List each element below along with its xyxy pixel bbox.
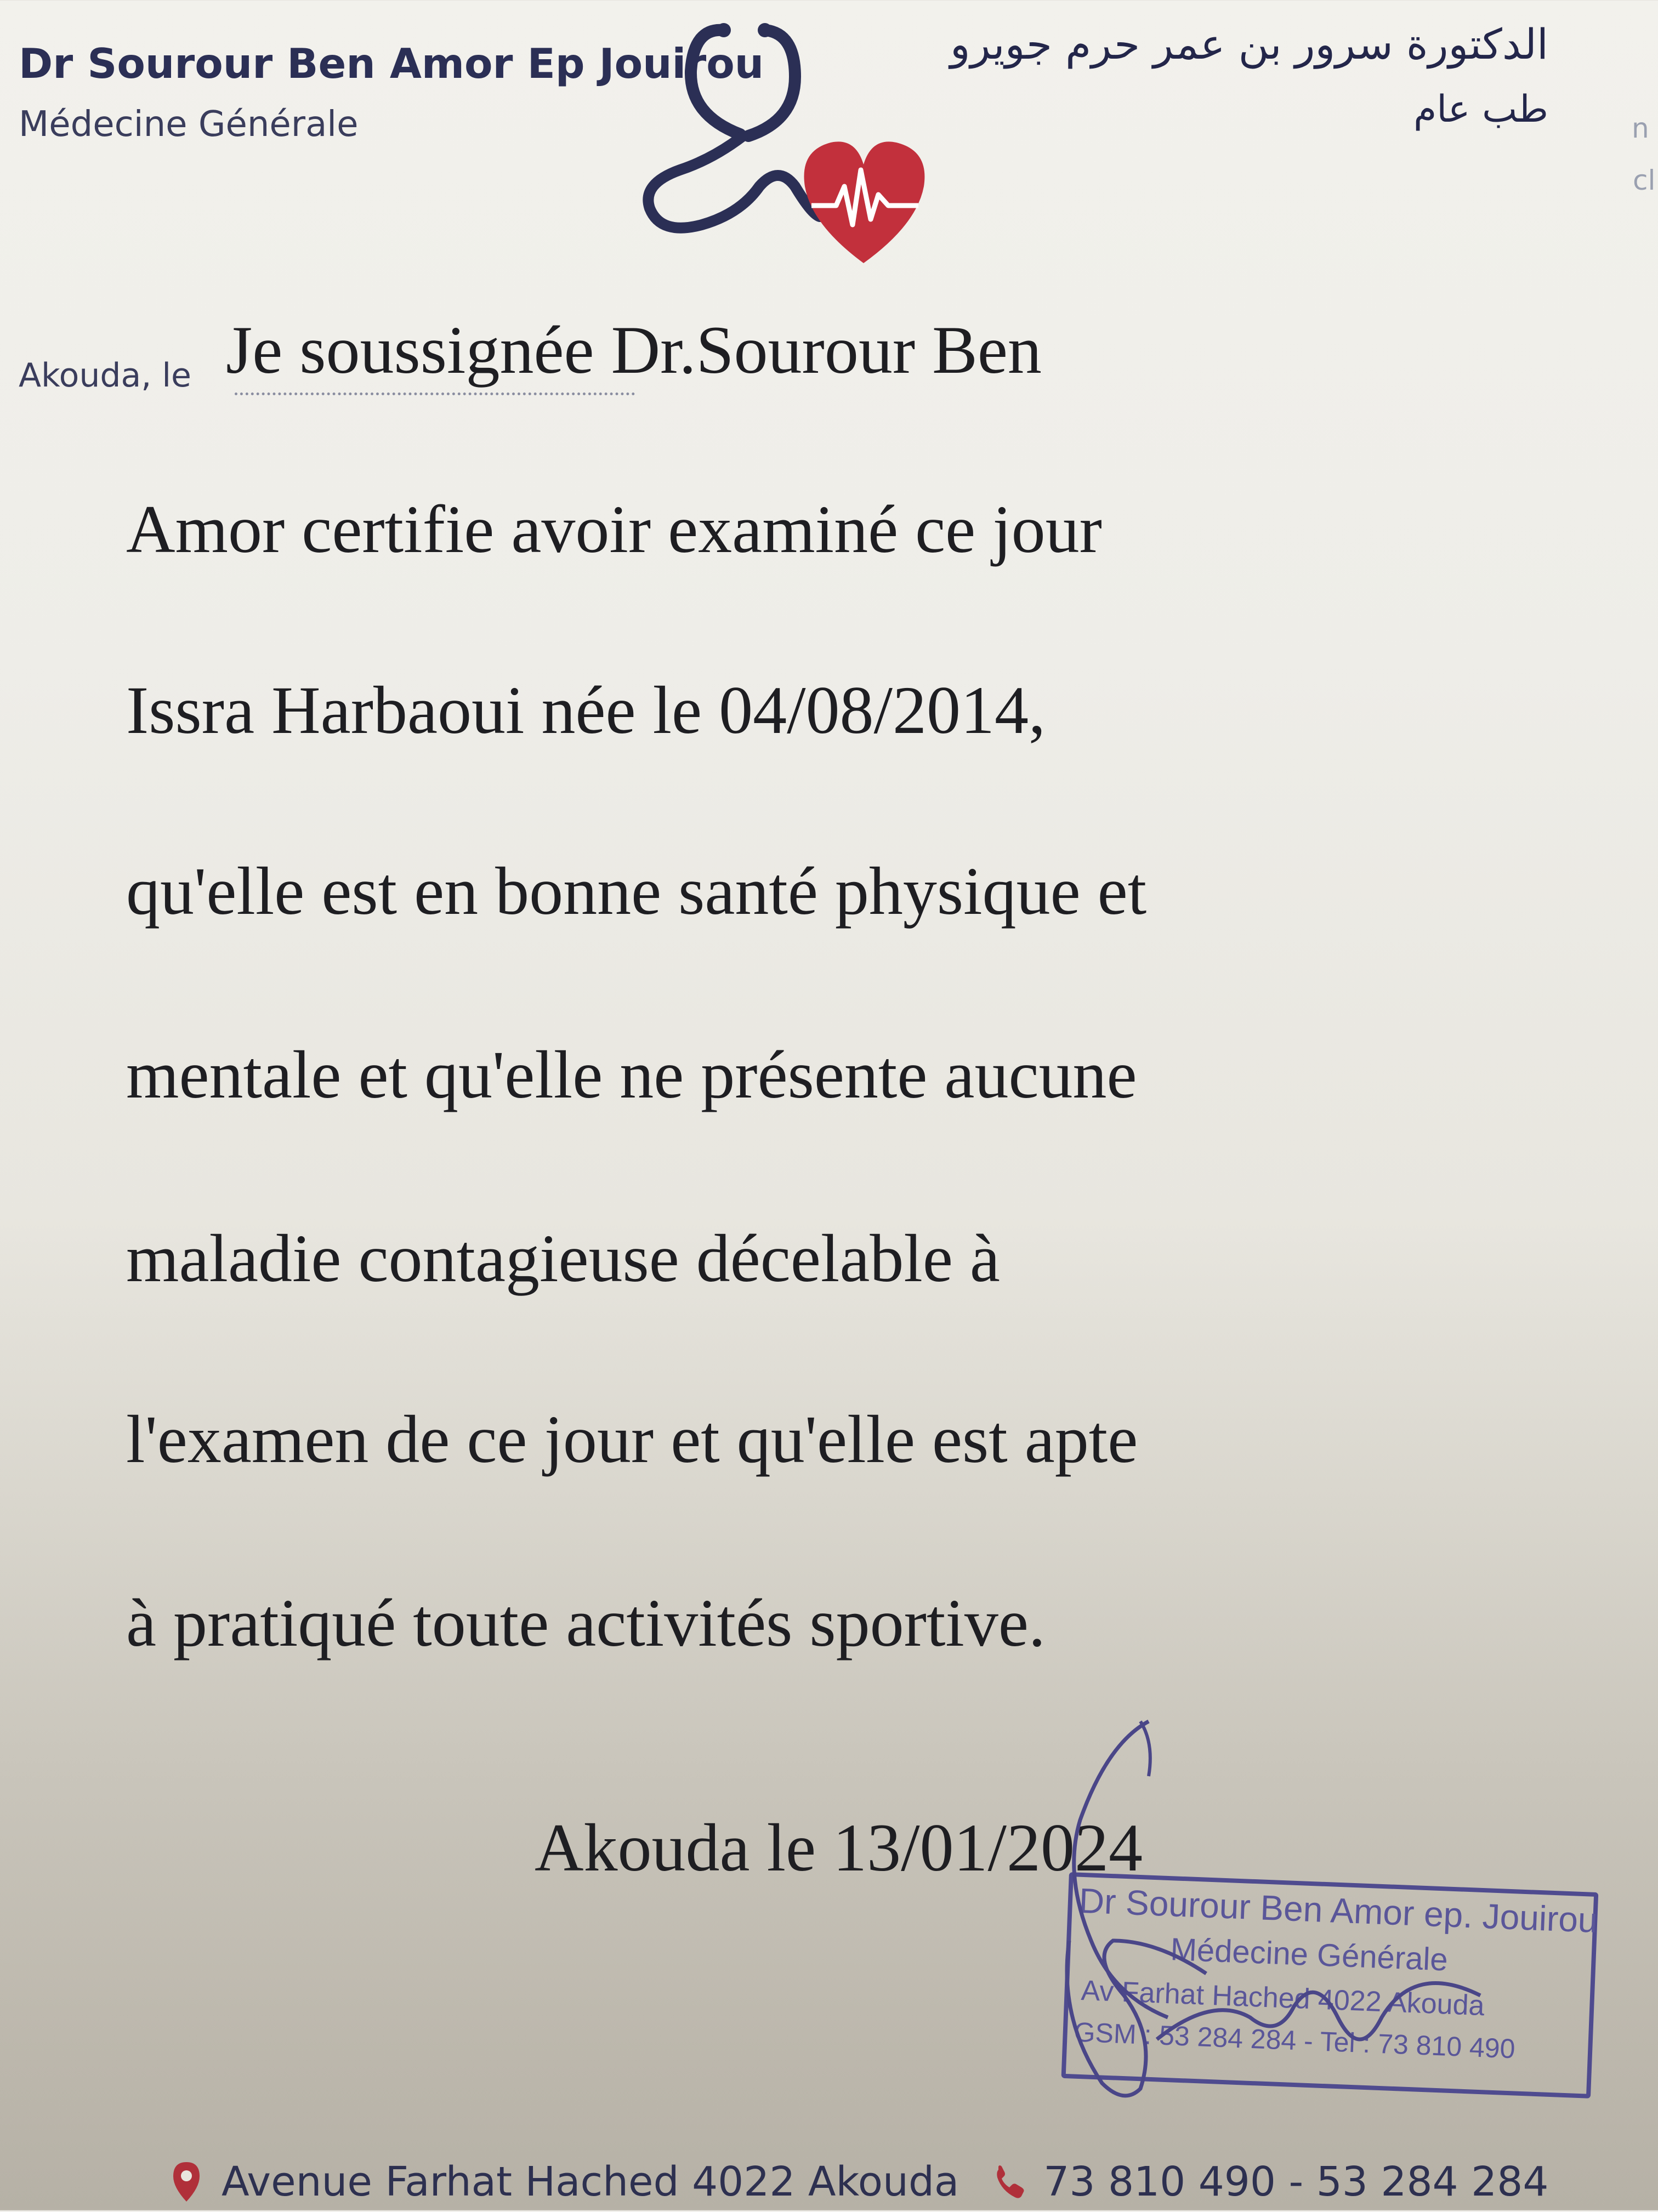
closing-date: Akouda le 13/01/2024 [535,1810,1143,1885]
footer-contact [170,2152,1548,2212]
date-dotted-line [235,393,635,395]
stamp-line-3: Av Farhat Hached 4022 Akouda [1080,1975,1485,2022]
footer-phones: 73 810 490 - 53 284 284 [1043,2158,1549,2205]
edge-fragment-2: cl [1633,164,1656,196]
certificate-line-6: maladie contagieuse décelable à [126,1221,1000,1296]
edge-fragment-1: n [1632,112,1649,144]
specialty-fr: Médecine Générale [19,104,359,145]
doctor-name-fr: Dr Sourour Ben Amor Ep Jouirou [19,39,764,88]
date-label: Akouda, le [19,356,191,395]
footer-address: Avenue Farhat Hached 4022 Akouda [222,2158,959,2205]
certificate-line-7: l'examen de ce jour et qu'elle est apte [126,1402,1138,1477]
doctor-name-ar: الدكتورة سرور بن عمر حرم جويرو [950,20,1548,69]
stamp-line-1: Dr Sourour Ben Amor ep. Jouirou [1078,1880,1598,1941]
certificate-line-1: Je soussignée Dr.Sourour Ben [226,312,1042,388]
certificate-line-4: qu'elle est en bonne santé physique et [126,854,1147,929]
next-page-edge [1625,0,1658,658]
phone-icon [992,2160,1025,2204]
certificate-line-3: Issra Harbaoui née le 04/08/2014, [126,673,1046,748]
map-pin-icon [170,2160,203,2204]
certificate-line-5: mentale et qu'elle ne présente aucune [126,1037,1137,1112]
certificate-line-8: à pratiqué toute activités sportive. [126,1585,1046,1661]
stamp-line-2: Médecine Générale [1169,1931,1449,1978]
certificate-line-2: Amor certifie avoir examiné ce jour [126,492,1102,567]
handwritten-signature [1031,1710,1524,2105]
stamp-line-4: GSM : 53 284 284 - Tel : 73 810 490 [1073,2016,1516,2065]
stethoscope-heart-logo [631,5,938,274]
specialty-ar: طب عام [1413,88,1548,131]
